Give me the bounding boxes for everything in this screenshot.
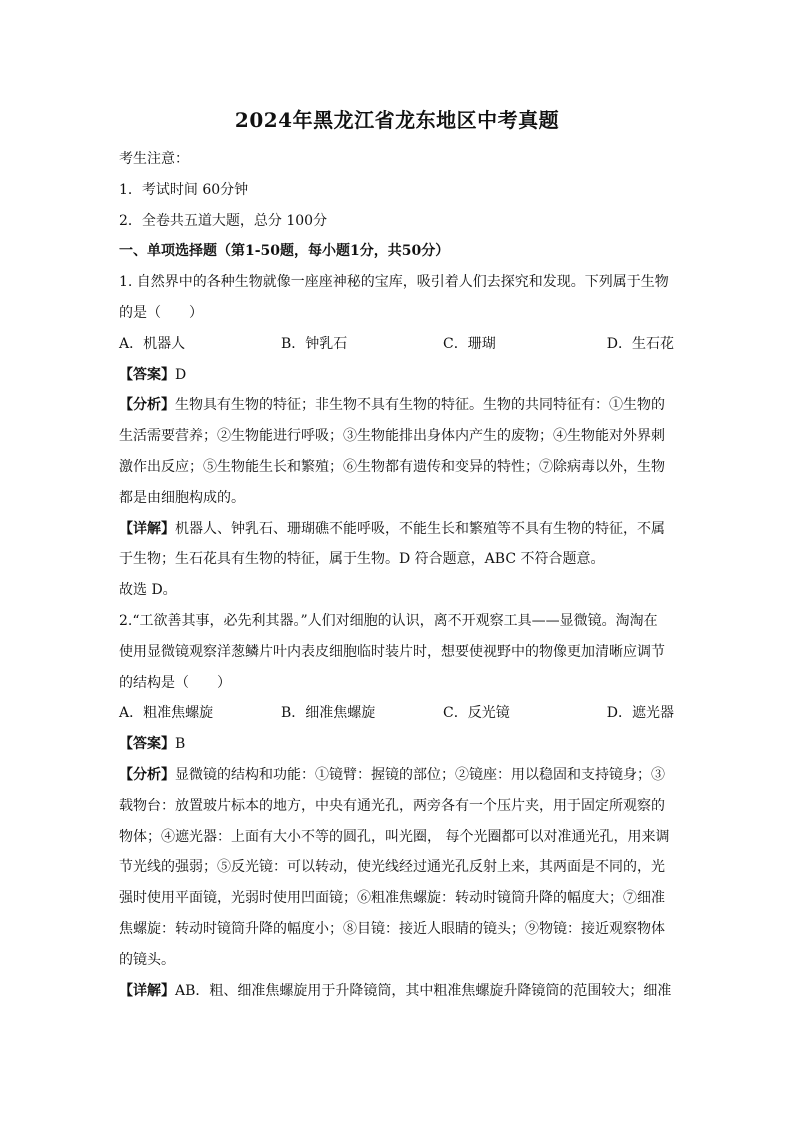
notice-heading: 考生注意： (119, 151, 189, 167)
analysis-text: 生物具有生物的特征；非生物不具有生物的特征。生物的共同特征有：①生物的 (175, 397, 665, 414)
document-title: 2024年黑龙江省龙东地区中考真题 (234, 108, 560, 132)
question-2-detail (119, 976, 674, 1007)
analysis-text: 显微镜的结构和功能：①镜臂：握镜的部位；②镜座：用以稳固和支持镜身；③ (175, 766, 665, 783)
detail-tag: 【详解】 (119, 982, 175, 999)
question-1-analysis: 都是由细胞构成的。 (119, 489, 245, 506)
question-1-stem: 1. 自然界中的各种生物就像一座座神秘的宝库，吸引着人们去探究和发现。下列属于生物 (119, 274, 669, 291)
question-2-stem: 使用显微镜观察洋葱鳞片叶内表皮细胞临时装片时，想要使视野中的物像更加清晰应调节 (119, 643, 665, 660)
detail-text: AB．粗、细准焦螺旋用于升降镜筒，其中粗准焦螺旋升降镜筒的范围较大；细准 (175, 982, 672, 999)
option-b: B．细准焦螺旋 (281, 705, 376, 722)
answer-value: D (175, 366, 187, 383)
question-2-analysis: 物体；④遮光器：上面有大小不等的圆孔，叫光圈， 每个光圈都可以对准通光孔，用来调 (119, 828, 670, 845)
question-2-stem: 2.“工欲善其事，必先利其器。”人们对细胞的认识，离不开观察工具——显微镜。淘淘在 (119, 612, 658, 629)
option-a: A．机器人 (119, 335, 186, 352)
question-1-analysis: 生活需要营养；②生物能进行呼吸；③生物能排出身体内产生的废物；④生物能对外界刺 (119, 428, 665, 445)
question-1-detail (119, 514, 674, 545)
question-1-detail: 于生物；生石花具有生物的特征，属于生物。D 符合题意，ABC 不符合题意。 (119, 551, 605, 568)
question-2-analysis: 强时使用平面镜，光弱时使用凹面镜；⑥粗准焦螺旋：转动时镜筒升降的幅度大；⑦细准 (119, 890, 665, 907)
question-1-options (119, 329, 674, 360)
question-1-answer (119, 360, 674, 391)
question-2-analysis: 节光线的强弱；⑤反光镜：可以转动，使光线经过通光孔反射上来，其两面是不同的，光 (119, 859, 665, 876)
notice-item: 2．全卷共五道大题，总分 100分 (119, 212, 328, 229)
document-body (119, 144, 674, 1006)
question-1-stem: 的是（ ） (119, 304, 203, 321)
answer-tag: 【答案】 (119, 366, 175, 383)
answer-value: B (175, 736, 186, 753)
answer-tag: 【答案】 (119, 736, 175, 753)
question-2-answer (119, 729, 674, 760)
question-1-conclusion: 故选 D。 (119, 582, 177, 599)
analysis-tag: 【分析】 (119, 397, 175, 414)
detail-tag: 【详解】 (119, 520, 175, 537)
question-2-options (119, 698, 674, 729)
option-c: C．反光镜 (443, 705, 510, 722)
question-2-stem: 的结构是（ ） (119, 674, 231, 691)
option-a: A．粗准焦螺旋 (119, 705, 214, 722)
question-1-analysis: 激作出反应；⑤生物能生长和繁殖；⑥生物都有遗传和变异的特性；⑦除病毒以外，生物 (119, 458, 665, 475)
analysis-tag: 【分析】 (119, 766, 175, 783)
section-heading: 一、单项选择题（第1-50题，每小题1分，共50分） (119, 243, 450, 260)
question-2-analysis: 焦螺旋：转动时镜筒升降的幅度小；⑧目镜：接近人眼睛的镜头；⑨物镜：接近观察物体 (119, 920, 665, 937)
option-b: B．钟乳石 (281, 335, 348, 352)
option-c: C．珊瑚 (443, 335, 496, 352)
question-2-analysis: 的镜头。 (119, 951, 175, 968)
notice-item: 1．考试时间 60分钟 (119, 181, 249, 198)
question-2-analysis: 载物台：放置玻片标本的地方，中央有通光孔，两旁各有一个压片夹，用于固定所观察的 (119, 797, 665, 814)
option-d: D．生石花 (606, 335, 674, 352)
detail-text: 机器人、钟乳石、珊瑚礁不能呼吸，不能生长和繁殖等不具有生物的特征，不属 (175, 520, 665, 537)
question-2-analysis (119, 760, 674, 791)
question-1-analysis (119, 390, 674, 421)
option-d: D．遮光器 (606, 705, 674, 722)
